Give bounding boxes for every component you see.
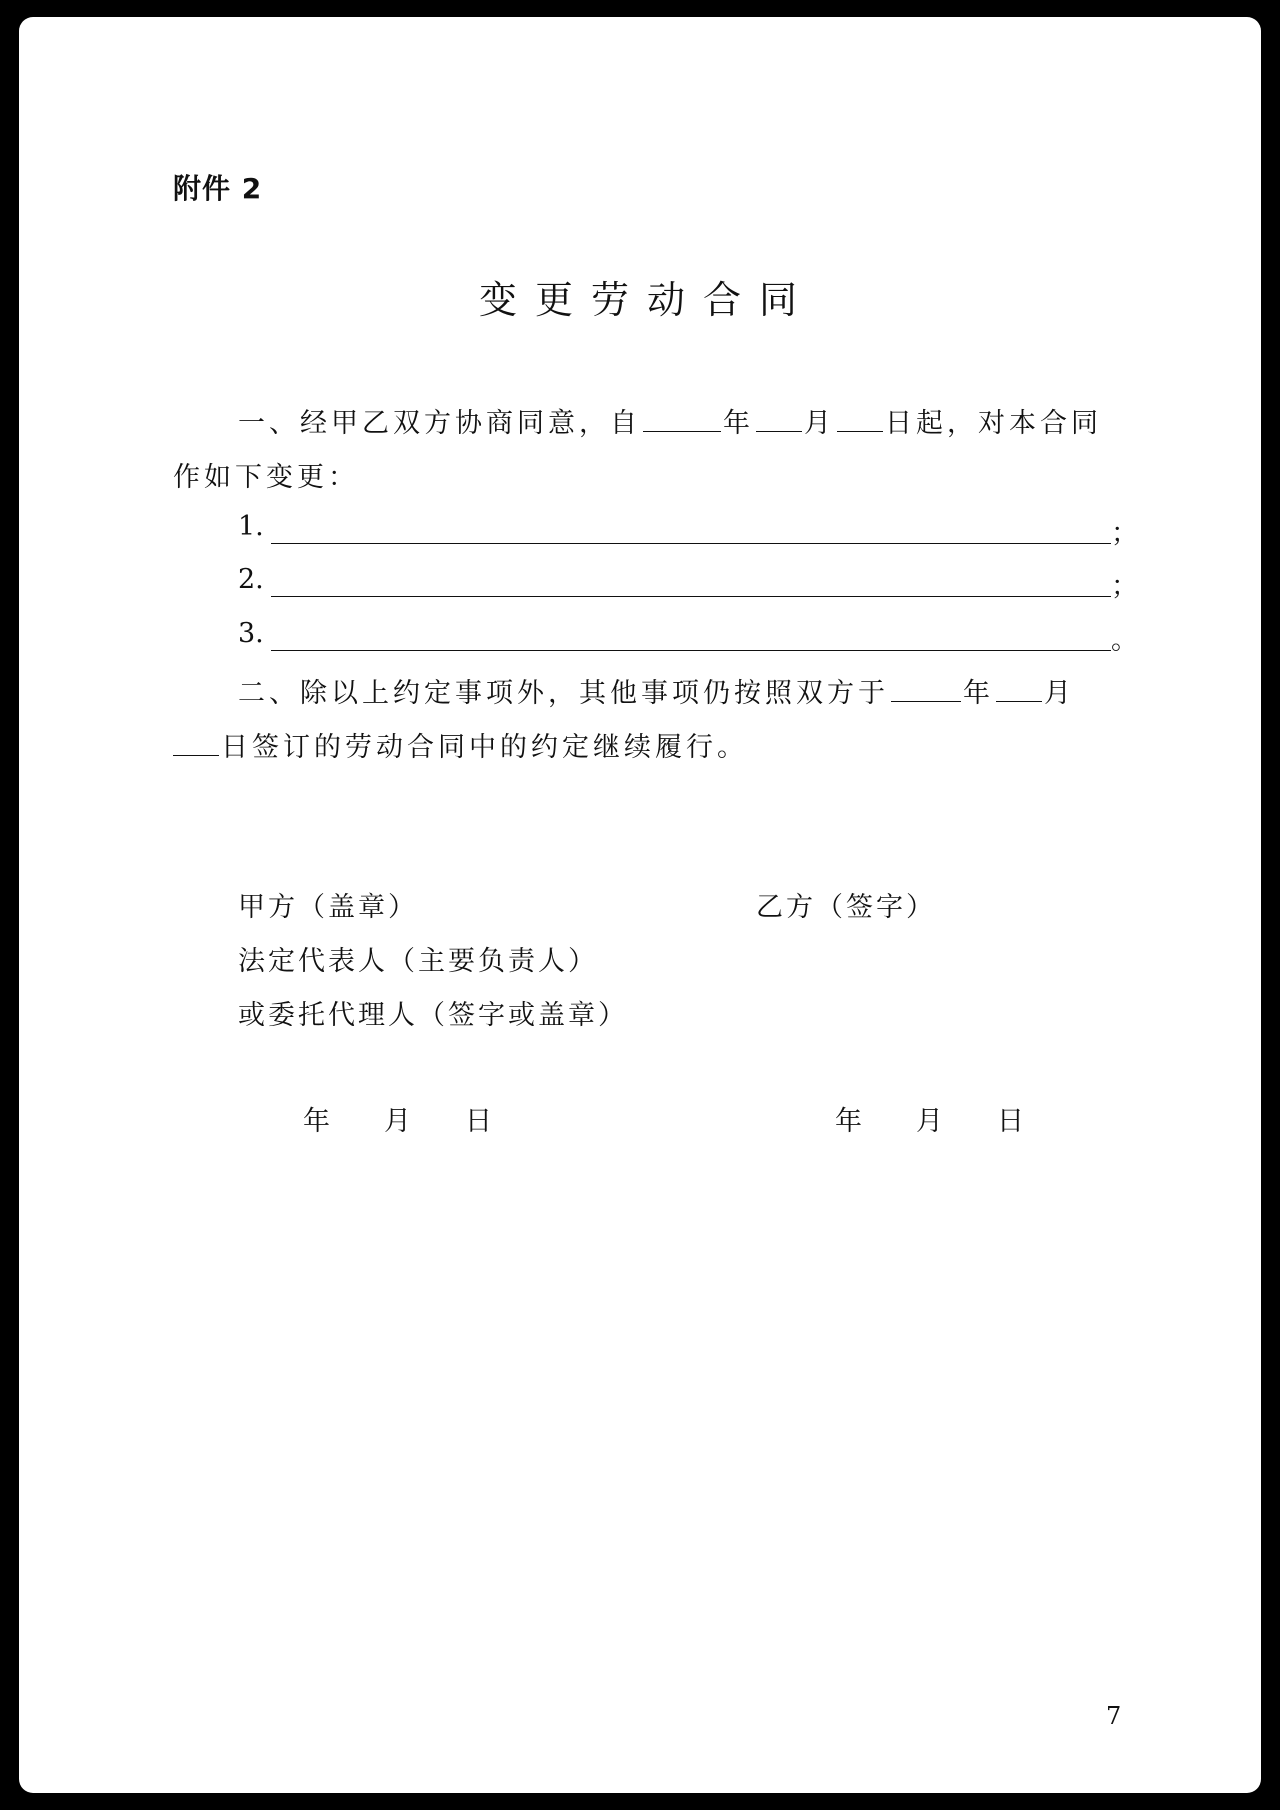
item-three-end-punct: 。 <box>1111 625 1138 656</box>
clause-one-month-label: 月 <box>804 408 835 439</box>
item-one-blank-line <box>271 543 1111 544</box>
clause-two-month-label: 月 <box>1044 678 1075 709</box>
clause-one-day-suffix: 日起，对本合同 <box>885 408 1102 439</box>
clause-one-year-label: 年 <box>723 408 754 439</box>
party-a-date-day: 日 <box>465 1106 492 1137</box>
party-a-seal-label: 甲方（盖章） <box>238 892 418 923</box>
party-a-date-year: 年 <box>303 1106 330 1137</box>
party-b-date-month: 月 <box>916 1106 943 1137</box>
party-b-date-year: 年 <box>835 1106 862 1137</box>
clause-one-line-one <box>238 401 1102 440</box>
item-three-number: 3. <box>238 618 264 649</box>
clause-two-line-one <box>238 671 1075 710</box>
clause-two-line-two <box>173 725 748 764</box>
page-number: 7 <box>1106 1702 1122 1730</box>
clause-two-line-two-text: 日签订的劳动合同中的约定继续履行。 <box>221 732 748 763</box>
item-two-end-punct: ； <box>1111 571 1138 602</box>
clause-one-prefix: 一、经甲乙双方协商同意，自 <box>238 408 641 439</box>
item-three-blank-line <box>271 650 1111 651</box>
clause-one-line-two: 作如下变更： <box>173 462 359 493</box>
legal-representative-label: 法定代表人（主要负责人） <box>238 946 598 977</box>
start-year-blank <box>643 403 721 432</box>
party-b-signature-label: 乙方（签字） <box>756 892 936 923</box>
item-two-blank-line <box>271 596 1111 597</box>
clause-two-year-label: 年 <box>963 678 994 709</box>
document-title: 变更劳动合同 <box>479 278 816 322</box>
authorized-agent-label: 或委托代理人（签字或盖章） <box>238 1000 628 1031</box>
start-month-blank <box>756 403 802 432</box>
signed-year-blank <box>891 673 961 702</box>
document-page <box>19 17 1261 1793</box>
party-a-date-month: 月 <box>384 1106 411 1137</box>
party-b-date-day: 日 <box>997 1106 1024 1137</box>
start-day-blank <box>837 403 883 432</box>
signed-month-blank <box>996 673 1042 702</box>
item-one-number: 1. <box>238 511 264 542</box>
item-two-number: 2. <box>238 564 264 595</box>
item-one-end-punct: ； <box>1111 518 1138 549</box>
attachment-label: 附件 2 <box>173 172 263 205</box>
clause-two-prefix: 二、除以上约定事项外，其他事项仍按照双方于 <box>238 678 889 709</box>
signed-day-blank <box>173 727 219 756</box>
